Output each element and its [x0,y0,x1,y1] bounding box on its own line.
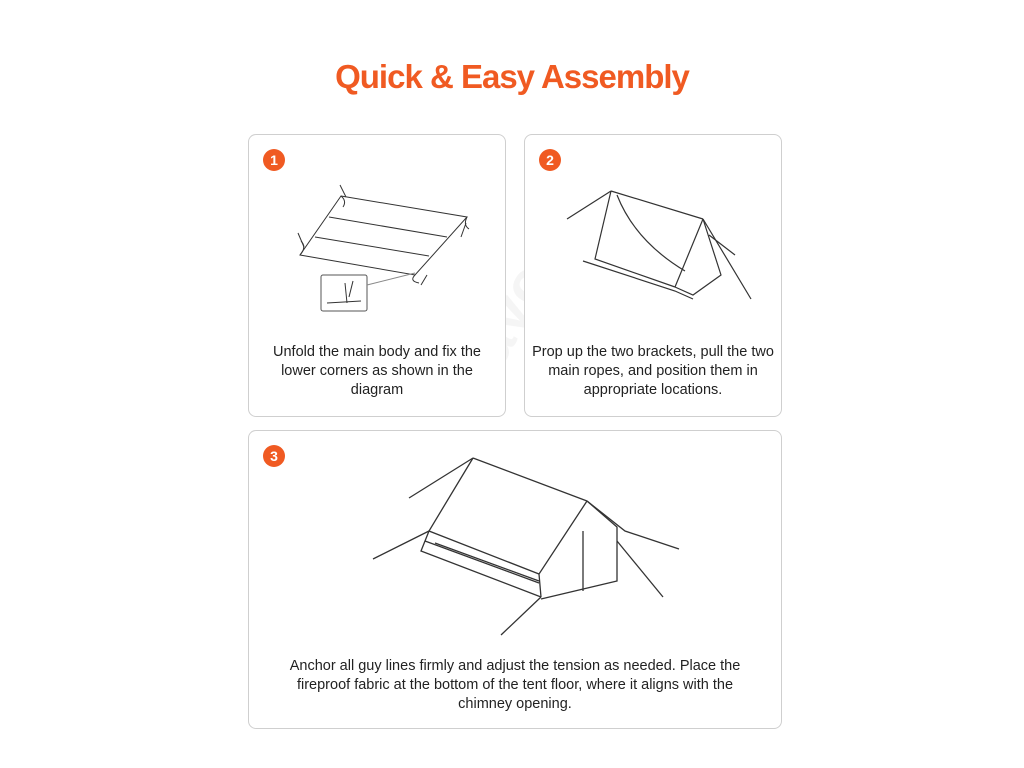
step-caption: Anchor all guy lines firmly and adjust the tension as needed. Place the fireproof fabric at the bottom of the tent floor, where it aligns with the chimney opening. [289,658,741,712]
step-number-badge: 2 [539,149,561,171]
step-number-badge: 3 [263,445,285,467]
step-number-badge: 1 [263,149,285,171]
step-caption: Unfold the main body and fix the lower corners as shown in the diagram [273,344,481,398]
step-card-1 [248,134,506,417]
unfolded-tent-illustration [249,135,507,335]
step-card-3 [248,430,782,729]
page-title: Quick & Easy Assembly [335,58,689,95]
assembled-tent-illustration [249,431,783,646]
step-card-2 [524,134,782,417]
propped-tent-illustration [525,135,783,335]
step-caption: Prop up the two brackets, pull the two main ropes, and position them in appropriate locations. [532,344,774,398]
